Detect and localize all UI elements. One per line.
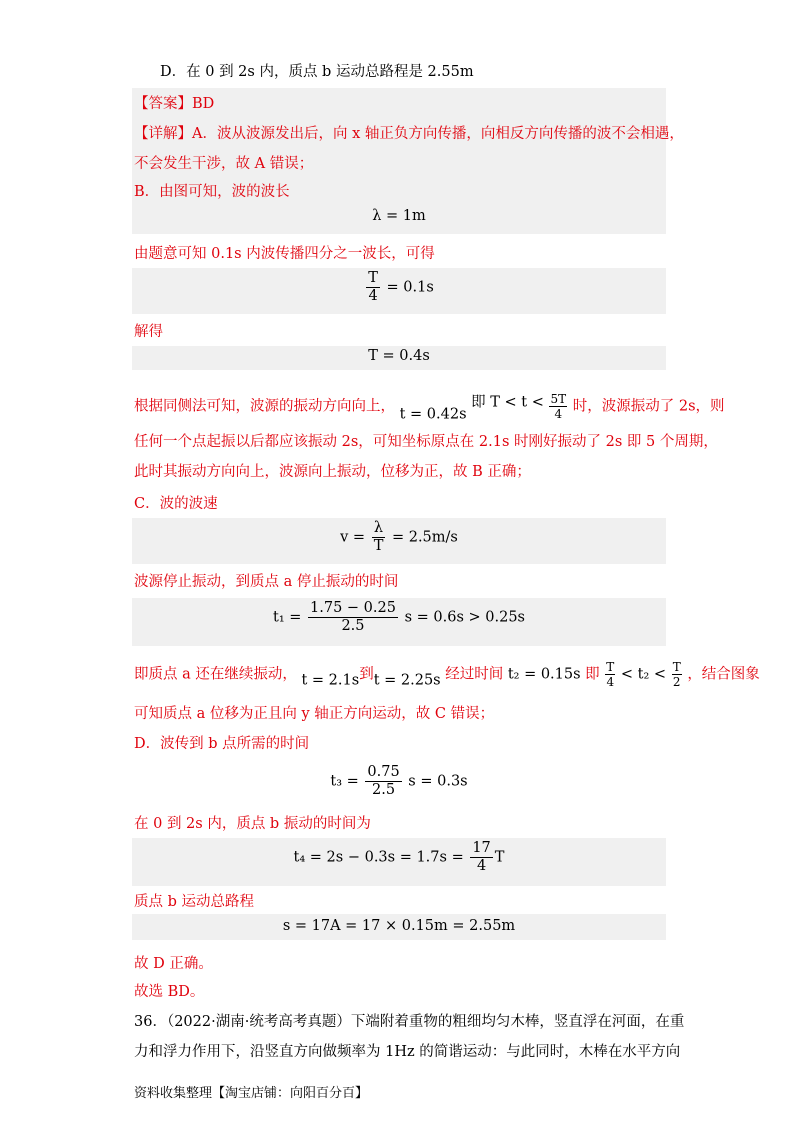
detail-line-2: 不会发生干涉，故 A 错误； <box>134 156 314 172</box>
eq-t1-num: 1.75 − 0.25 <box>310 600 396 616</box>
same-side-b: 即 T < t < <box>471 394 544 411</box>
eq-v-num: λ <box>373 520 384 536</box>
line-a-still <box>134 660 760 691</box>
line-a-still-1: 即质点 a 还在继续振动， <box>134 666 297 683</box>
line-a-to: 到 <box>359 666 374 683</box>
line-any-point: 任何一个点起振以后都应该振动 2s，可知坐标原点在 2.1s 时刚好振动了 2s 即 5 个周期， <box>134 434 718 450</box>
eq-t4-lhs: t₄ = 2s − 0.3s = 1.7s = <box>293 849 464 866</box>
eq-t3-rhs: s = 0.3s <box>408 773 468 790</box>
detail-line-1: 【详解】A．波从波源发出后，向 x 轴正负方向传播，向相反方向传播的波不会相遇， <box>134 126 684 142</box>
line-a-elapsed: 经过时间 <box>445 666 504 683</box>
line-a-frac-right-num: T <box>672 660 681 674</box>
line-a-frac-left-den: 4 <box>606 675 615 689</box>
question-36-line-2: 力和浮力作用下，沿竖直方向做频率为 1Hz 的简谐运动：与此同时，木棒在水平方向 <box>134 1044 681 1060</box>
c-intro: C．波的波速 <box>134 496 218 512</box>
solve-label: 解得 <box>134 324 163 340</box>
eq-t1 <box>132 600 666 635</box>
line-a-frac-left-num: T <box>606 660 615 674</box>
line-d-correct: 故 D 正确。 <box>134 956 213 972</box>
option-d: D．在 0 到 2s 内，质点 b 运动总路程是 2.55m <box>160 64 474 80</box>
same-side-frac <box>549 392 567 421</box>
eq-t4b-num: 17 <box>472 840 491 856</box>
eq-t4-rhs: T <box>494 849 505 866</box>
eq-v-den: T <box>373 538 384 554</box>
eq-lambda: λ = 1m <box>372 208 426 224</box>
line-in-2s: 在 0 到 2s 内，质点 b 振动的时间为 <box>134 816 371 832</box>
line-a-t2val: t₂ = 0.15s <box>507 666 581 683</box>
line-a-tail: ，结合图象 <box>687 666 760 683</box>
same-side-line <box>134 392 725 425</box>
eq-distance: s = 17A = 17 × 0.15m = 2.55m <box>282 918 516 934</box>
line-a-ineq-mid: < t₂ < <box>620 666 667 683</box>
eq-t3-den: 2.5 <box>372 782 396 798</box>
question-36-line-1: 36．（2022·湖南·统考高考真题）下端附着重物的粗细均匀木棒，竖直浮在河面，在重 <box>134 1014 685 1030</box>
line-a-t1: t = 2.1s <box>301 672 360 689</box>
eq-v-lhs: v = <box>340 529 366 546</box>
line-a-frac-right-den: 2 <box>672 675 681 689</box>
eq-t4b-den: 4 <box>476 858 487 874</box>
same-side-frac-den: 4 <box>554 407 563 421</box>
line-quarter: 由题意可知 0.1s 内波传播四分之一波长，可得 <box>134 246 435 262</box>
footer: 资料收集整理【淘宝店铺：向阳百分百】 <box>134 1086 369 1101</box>
eq-period: T = 0.4s <box>368 348 430 364</box>
line-path: 质点 b 运动总路程 <box>134 894 254 910</box>
eq-t4-num: T <box>368 270 378 286</box>
same-side-a: 根据同侧法可知，波源的振动方向向上， <box>134 398 395 415</box>
d-intro: D．波传到 b 点所需的时间 <box>134 736 310 752</box>
eq-t3-num: 0.75 <box>367 764 400 780</box>
answer-label: 【答案】BD <box>134 96 215 112</box>
eq-t3 <box>132 764 666 799</box>
same-side-t: t = 0.42s <box>399 406 467 423</box>
line-choose: 故选 BD。 <box>134 984 205 1000</box>
line-stop: 波源停止振动，到质点 a 停止振动的时间 <box>134 574 399 590</box>
eq-v-rhs: = 2.5m/s <box>391 529 458 546</box>
eq-t3-lhs: t₃ = <box>330 773 359 790</box>
line-a-conclusion: 可知质点 a 位移为正且向 y 轴正方向运动，故 C 错误； <box>134 706 495 722</box>
eq-t1-den: 2.5 <box>341 618 365 634</box>
eq-t1-rhs: s = 0.6s > 0.25s <box>404 609 525 626</box>
eq-t4 <box>132 840 666 875</box>
line-a-ji: 即 <box>585 666 600 683</box>
eq-velocity <box>132 520 666 555</box>
line-direction: 此时其振动方向向上，波源向上振动，位移为正，故 B 正确； <box>134 464 531 480</box>
same-side-c: 时，波源振动了 2s，则 <box>572 398 725 415</box>
line-a-frac-left <box>605 660 615 689</box>
eq-t4-den: 4 <box>368 288 378 304</box>
eq-t-over-4 <box>132 270 666 305</box>
eq-t1-lhs: t₁ = <box>273 609 302 626</box>
eq-t4-rhs: = 0.1s <box>381 279 434 296</box>
line-a-t2: t = 2.25s <box>373 672 441 689</box>
b-intro: B．由图可知，波的波长 <box>134 184 290 200</box>
line-a-frac-right <box>672 660 682 689</box>
same-side-frac-num: 5T <box>550 392 567 406</box>
